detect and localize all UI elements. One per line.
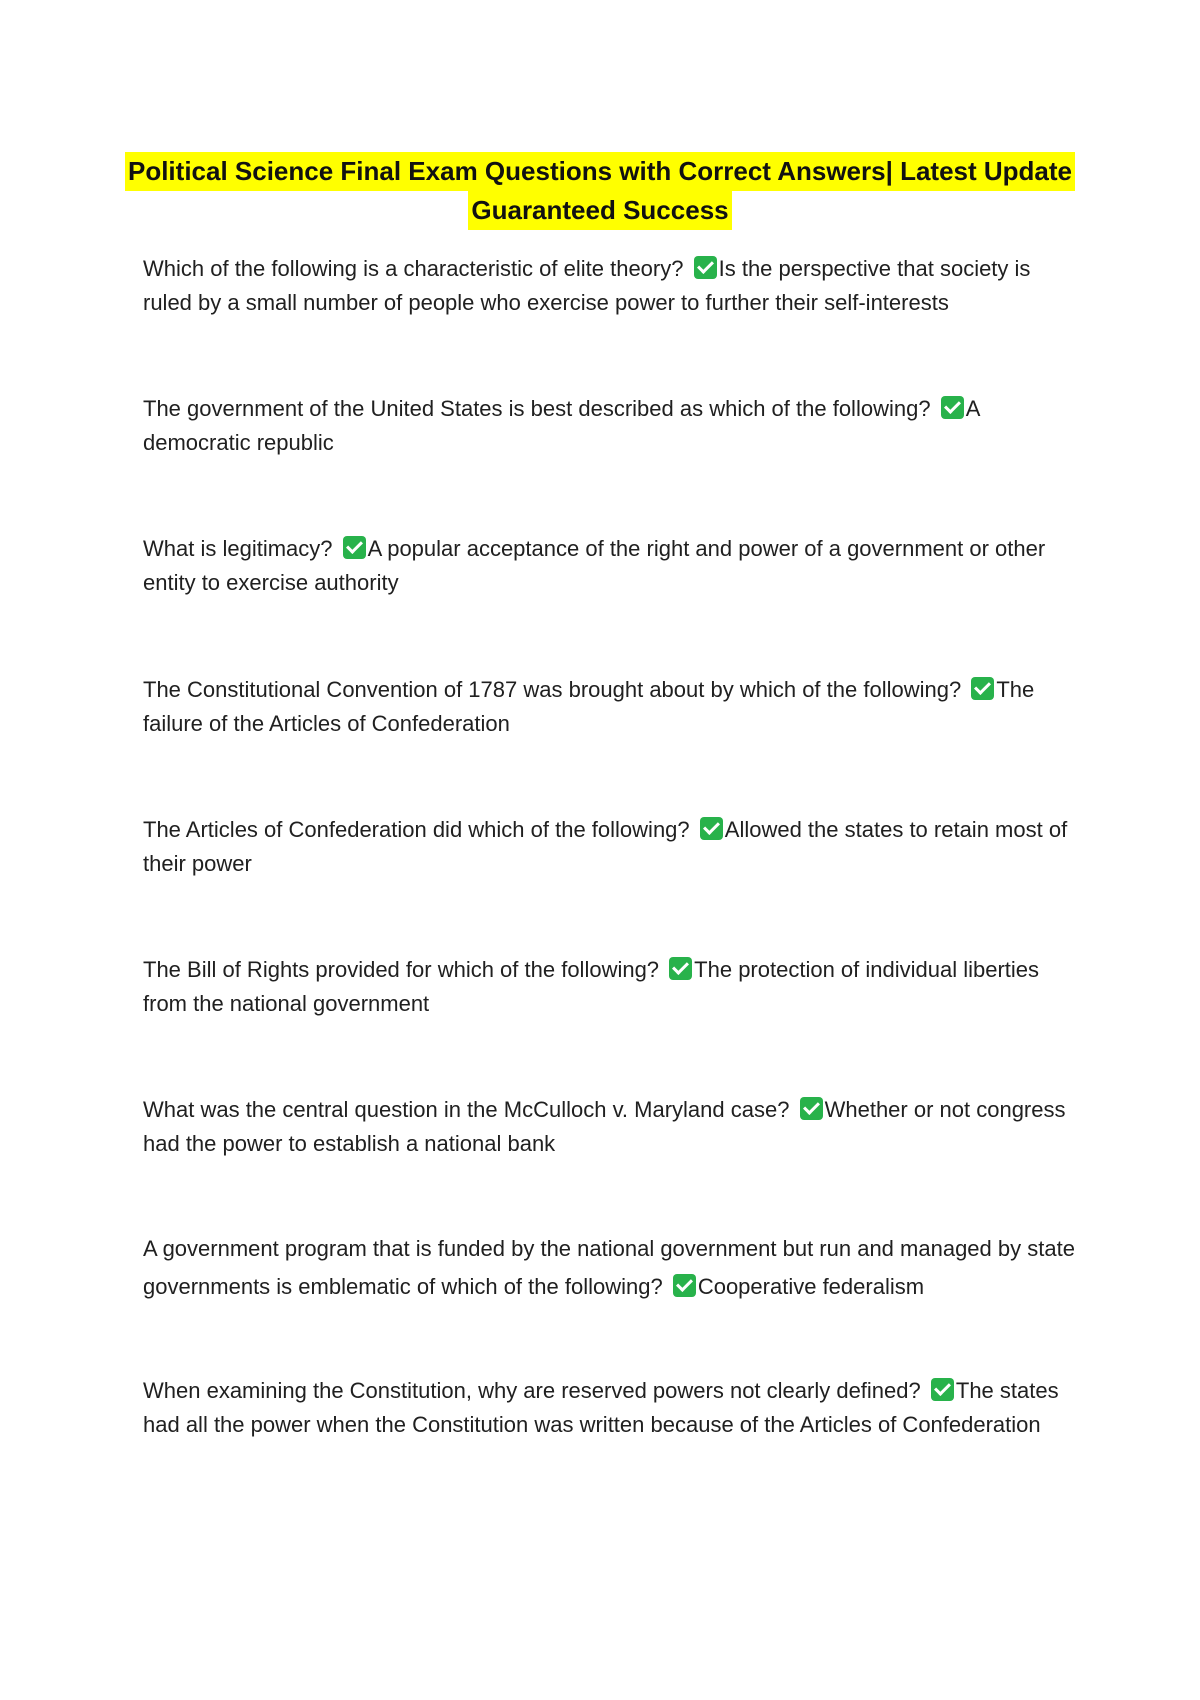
answer-text: The protection of individual liberties from the national government	[143, 957, 1040, 1016]
checkmark-icon	[669, 957, 692, 980]
checkmark-icon	[673, 1274, 696, 1297]
qa-item-7	[143, 1093, 1083, 1161]
question-text: Which of the following is a characteristic of elite theory?	[143, 256, 684, 281]
qa-item-5	[143, 813, 1083, 881]
qa-item-3	[143, 532, 1083, 600]
question-text: A government program that is funded by the national government but run and managed by state governments is emblematic of which of the following?	[143, 1236, 1075, 1299]
question-text: The Bill of Rights provided for which of the following?	[143, 957, 660, 982]
qa-item-4	[143, 673, 1083, 741]
question-text: The Constitutional Convention of 1787 was brought about by which of the following?	[143, 677, 962, 702]
question-text: What was the central question in the McCulloch v. Maryland case?	[143, 1097, 790, 1122]
answer-text: Whether or not congress had the power to establish a national bank	[143, 1097, 1066, 1156]
checkmark-icon	[800, 1097, 823, 1120]
qa-item-8	[143, 1230, 1083, 1306]
answer-text: Allowed the states to retain most of their power	[143, 817, 1068, 876]
question-text: The Articles of Confederation did which of the following?	[143, 817, 690, 842]
answer-text: A popular acceptance of the right and power of a government or other entity to exercise authority	[143, 536, 1046, 595]
qa-item-9	[143, 1374, 1083, 1442]
qa-item-1	[143, 252, 1083, 320]
title-line-1: Political Science Final Exam Questions with Correct Answers| Latest Update	[125, 152, 1075, 191]
title-line-2: Guaranteed Success	[468, 191, 731, 230]
answer-text: A democratic republic	[143, 396, 980, 455]
qa-item-2	[143, 392, 1083, 460]
answer-text: Is the perspective that society is ruled by a small number of people who exercise power to further their self-interests	[143, 256, 1031, 315]
qa-item-6	[143, 953, 1083, 1021]
question-text: What is legitimacy?	[143, 536, 333, 561]
checkmark-icon	[941, 396, 964, 419]
checkmark-icon	[971, 677, 994, 700]
question-text: The government of the United States is best described as which of the following?	[143, 396, 931, 421]
answer-text: The states had all the power when the Constitution was written because of the Articles of Confederation	[143, 1378, 1059, 1437]
checkmark-icon	[694, 256, 717, 279]
checkmark-icon	[700, 817, 723, 840]
checkmark-icon	[931, 1378, 954, 1401]
checkmark-icon	[343, 536, 366, 559]
question-text: When examining the Constitution, why are reserved powers not clearly defined?	[143, 1378, 921, 1403]
answer-text: Cooperative federalism	[697, 1274, 925, 1299]
answer-text: The failure of the Articles of Confederation	[143, 677, 1035, 736]
document-title	[100, 152, 1100, 230]
